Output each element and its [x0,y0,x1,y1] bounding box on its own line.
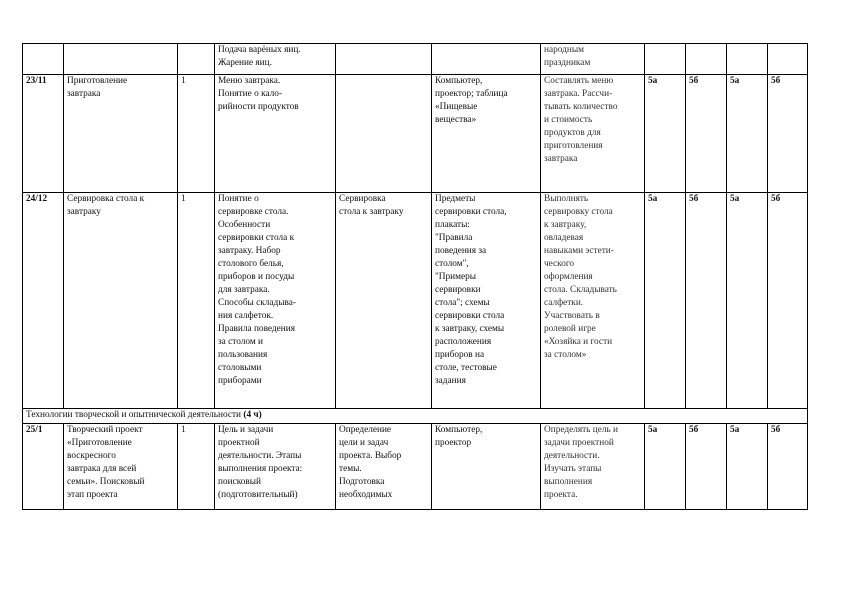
lesson-hours: 1 [178,193,215,409]
grade-cell: 5б [768,193,808,409]
lesson-equipment: Компьютер, проектор [432,424,541,510]
lesson-equipment: Компьютер, проектор; таблица «Пищевые вещества» [432,75,541,193]
lesson-hours: 1 [178,75,215,193]
grade-cell: 5б [768,75,808,193]
grade-cell: 5а [727,75,768,193]
lesson-hours: 1 [178,424,215,510]
lesson-concepts [336,44,432,75]
lesson-content: Цель и задачи проектной деятельности. Этапы выполнения проекта: поисковый (подготовительный) [215,424,336,510]
section-row [23,409,808,424]
lesson-topic [64,44,178,75]
lesson-concepts [336,75,432,193]
grade-cell: 5а [645,424,686,510]
table-row [23,193,808,409]
grade-cell: 5б [686,193,727,409]
grade-cell: 5а [645,193,686,409]
lesson-number: 23/11 [23,75,64,193]
lesson-concepts: Сервировка стола к завтраку [336,193,432,409]
grade-cell [727,44,768,75]
lesson-number: 25/1 [23,424,64,510]
grade-cell [686,44,727,75]
lesson-content: Подача варёных яиц. Жарение яиц. [215,44,336,75]
lesson-topic: Творческий проект «Приготовление воскресного завтрака для всей семьи». Поисковый этап проекта [64,424,178,510]
lesson-number [23,44,64,75]
table-row [23,44,808,75]
section-hours: (4 ч) [243,410,262,420]
grade-cell [768,44,808,75]
grade-cell: 5б [686,424,727,510]
grade-cell [645,44,686,75]
lesson-content: Меню завтрака. Понятие о кало- рийности продуктов [215,75,336,193]
grade-cell: 5б [768,424,808,510]
lesson-equipment [432,44,541,75]
lesson-activity: Составлять меню завтрака. Рассчи- тывать количество и стоимость продуктов для приготовления завтрака [541,75,645,193]
grade-cell: 5а [727,424,768,510]
lesson-equipment: Предметы сервировки стола, плакаты: "Правила поведения за столом", "Примеры сервировки стола"; схемы сервировки стола к завтраку, схемы расположения приборов на столе, тестовые задания [432,193,541,409]
lesson-activity: народным праздникам [541,44,645,75]
grade-cell: 5б [686,75,727,193]
lesson-number: 24/12 [23,193,64,409]
lesson-content: Понятие о сервировке стола. Особенности сервировки стола к завтраку. Набор столового белья, приборов и посуды для завтрака. Способы складыва- ния салфеток. Правила поведения за столом и пользования столовыми приборами [215,193,336,409]
section-heading [23,409,808,424]
lesson-hours [178,44,215,75]
lesson-activity: Определять цель и задачи проектной деятельности. Изучать этапы выполнения проекта. [541,424,645,510]
table-row [23,424,808,510]
lesson-topic: Приготовление завтрака [64,75,178,193]
lesson-topic: Сервировка стола к завтраку [64,193,178,409]
section-title: Технологии творческой и опытнической деятельности [26,410,244,420]
lesson-activity: Выполнять сервировку стола к завтраку, овладевая навыками эстети- ческого оформления стола. Складывать салфетки. Участвовать в ролевой игре «Хозяйка и гости за столом» [541,193,645,409]
lesson-plan-table [22,43,808,510]
grade-cell: 5а [727,193,768,409]
lesson-concepts: Определение цели и задач проекта. Выбор темы. Подготовка необходимых [336,424,432,510]
table-row [23,75,808,193]
grade-cell: 5а [645,75,686,193]
